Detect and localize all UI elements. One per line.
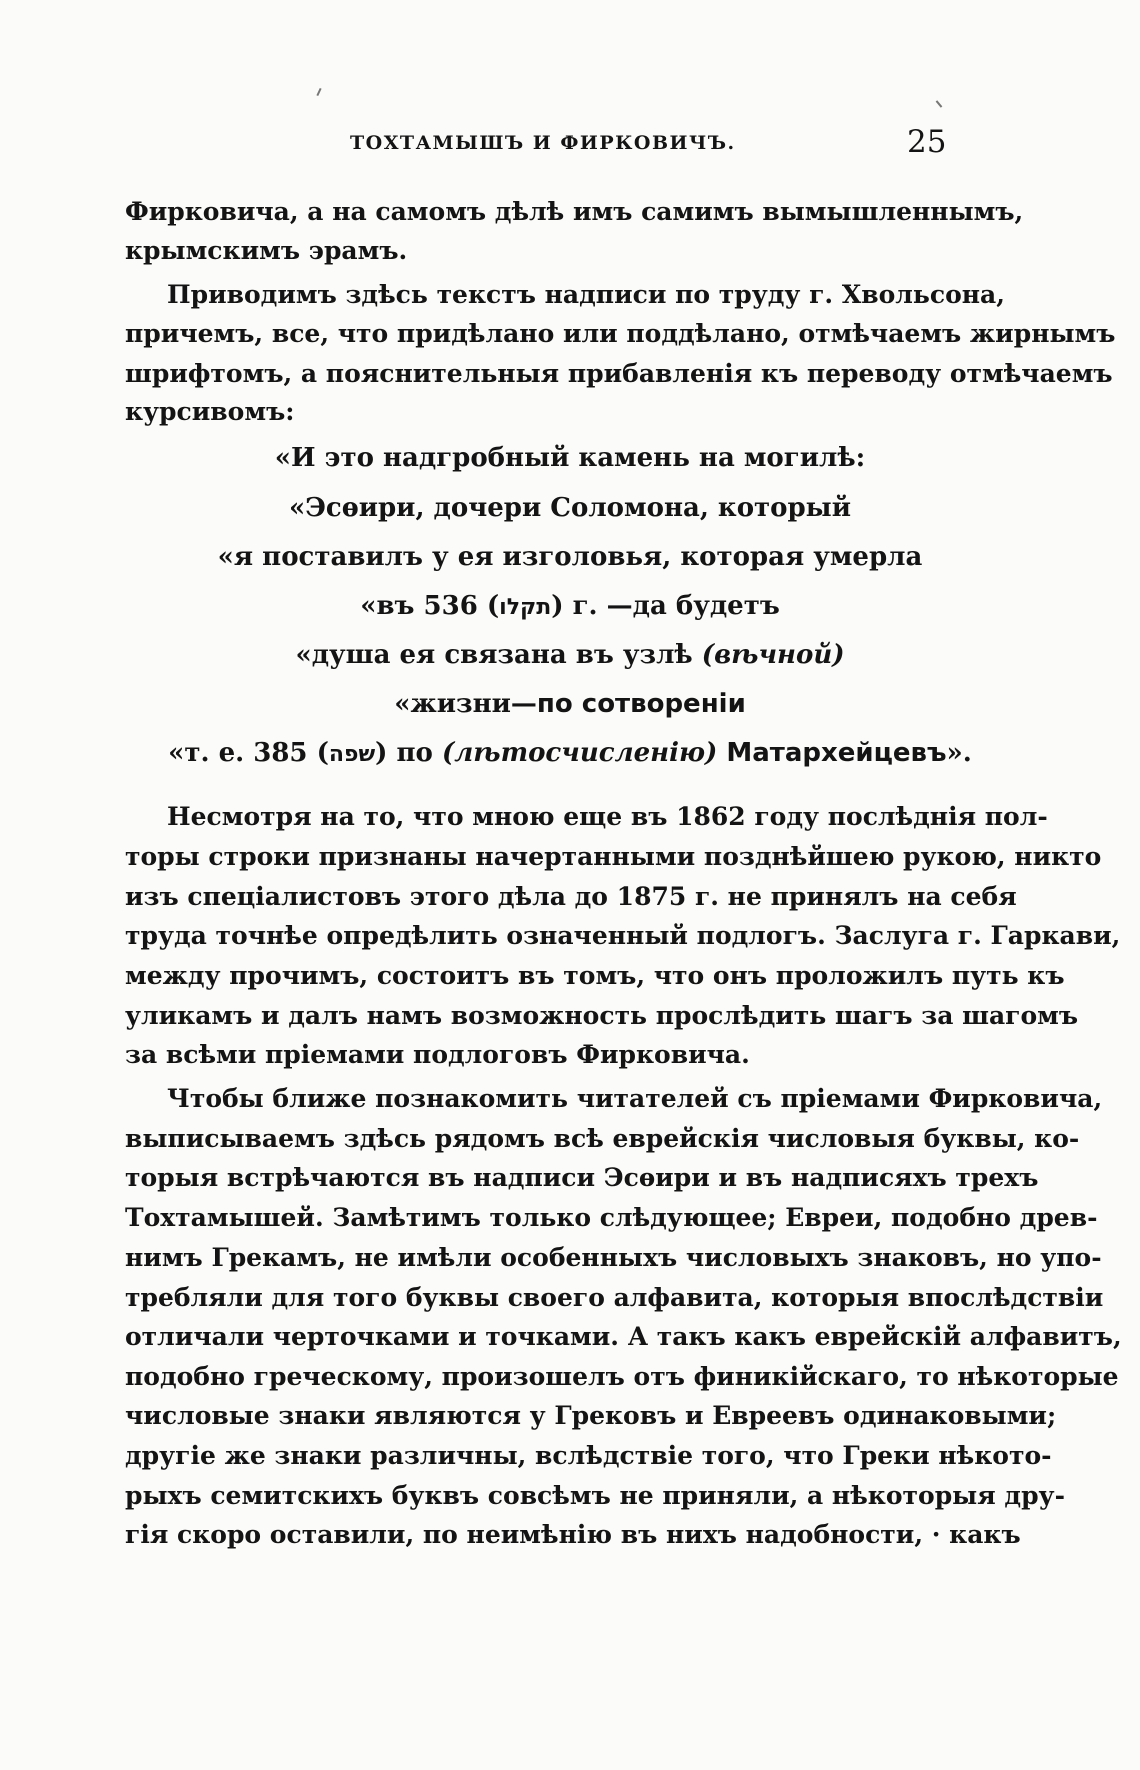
inscription-line: «я поставилъ у ея изголовья, которая умерла [217, 542, 923, 572]
body-line: крымскимъ эрамъ. [125, 236, 408, 265]
body-line: курсивомъ: [125, 397, 295, 426]
body-line: Фирковича, а на самомъ дѣлѣ имъ самимъ вымышленнымъ, [125, 197, 1024, 226]
body-line: гія скоро оставили, по неимѣнію въ нихъ надобности, · какъ [125, 1520, 1021, 1549]
body-line: подобно греческому, произошелъ отъ финикійскаго, то нѣкоторые [125, 1362, 1119, 1391]
body-line: изъ спеціалистовъ этого дѣла до 1875 г. не принялъ на себя [125, 882, 1017, 911]
inscription-line: «въ 536 (תקלו) г. —да будетъ [360, 591, 780, 621]
body-line: отличали черточками и точками. А такъ какъ еврейскій алфавитъ, [125, 1322, 1122, 1351]
body-line: торы строки признаны начертанными позднѣйшею рукою, никто [125, 842, 1102, 871]
page-number: 25 [907, 124, 947, 160]
inscription-line: «т. е. 385 (שפה) по (лѣтосчисленію) Матархейцевъ». [168, 738, 972, 768]
body-line: Тохтамышей. Замѣтимъ только слѣдующее; Евреи, подобно древ- [125, 1203, 1098, 1232]
hebrew-date: תקלו [499, 595, 552, 620]
body-line: нимъ Грекамъ, не имѣли особенныхъ числовыхъ знаковъ, но упо- [125, 1243, 1102, 1272]
body-line: Чтобы ближе познакомить читателей съ пріемами Фирковича, [167, 1084, 1103, 1113]
body-line: другіе же знаки различны, вслѣдствіе того, что Греки нѣкото- [125, 1441, 1052, 1470]
body-line: числовые знаки являются у Грековъ и Евреевъ одинаковыми; [125, 1401, 1057, 1430]
scan-mark [936, 100, 943, 107]
body-line: шрифтомъ, а пояснительныя прибавленія къ переводу отмѣчаемъ [125, 359, 1113, 388]
inscription-line: «Эсѳири, дочери Соломона, который [288, 493, 852, 523]
body-line: за всѣми пріемами подлоговъ Фирковича. [125, 1040, 750, 1069]
running-header: ТОХТАМЫШЪ И ФИРКОВИЧЪ. [350, 132, 736, 154]
hebrew-date: שפה [328, 742, 376, 767]
inscription-line: «И это надгробный камень на могилѣ: [274, 443, 866, 473]
inscription-line: «жизни—по сотвореніи [394, 689, 746, 719]
body-line: между прочимъ, состоитъ въ томъ, что онъ проложилъ путь къ [125, 961, 1065, 990]
body-line: причемъ, все, что придѣлано или поддѣлано, отмѣчаемъ жирнымъ [125, 319, 1116, 348]
body-line: труда точнѣе опредѣлить означенный подлогъ. Заслуга г. Гаркави, [125, 921, 1121, 950]
scan-mark [316, 88, 321, 96]
body-line: уликамъ и далъ намъ возможность прослѣдить шагъ за шагомъ [125, 1001, 1079, 1030]
inscription-line: «душа ея связана въ узлѣ (вѣчной) [295, 640, 845, 670]
body-line: Приводимъ здѣсь текстъ надписи по труду г. Хвольсона, [167, 280, 1005, 309]
body-line: требляли для того буквы своего алфавита, которыя впослѣдствіи [125, 1283, 1104, 1312]
body-line: Несмотря на то, что мною еще въ 1862 году послѣднія пол- [167, 802, 1048, 831]
body-line: выписываемъ здѣсь рядомъ всѣ еврейскія числовыя буквы, ко- [125, 1124, 1080, 1153]
body-line: торыя встрѣчаются въ надписи Эсѳири и въ надписяхъ трехъ [125, 1163, 1039, 1192]
body-line: рыхъ семитскихъ буквъ совсѣмъ не приняли, а нѣкоторыя дру- [125, 1481, 1065, 1510]
